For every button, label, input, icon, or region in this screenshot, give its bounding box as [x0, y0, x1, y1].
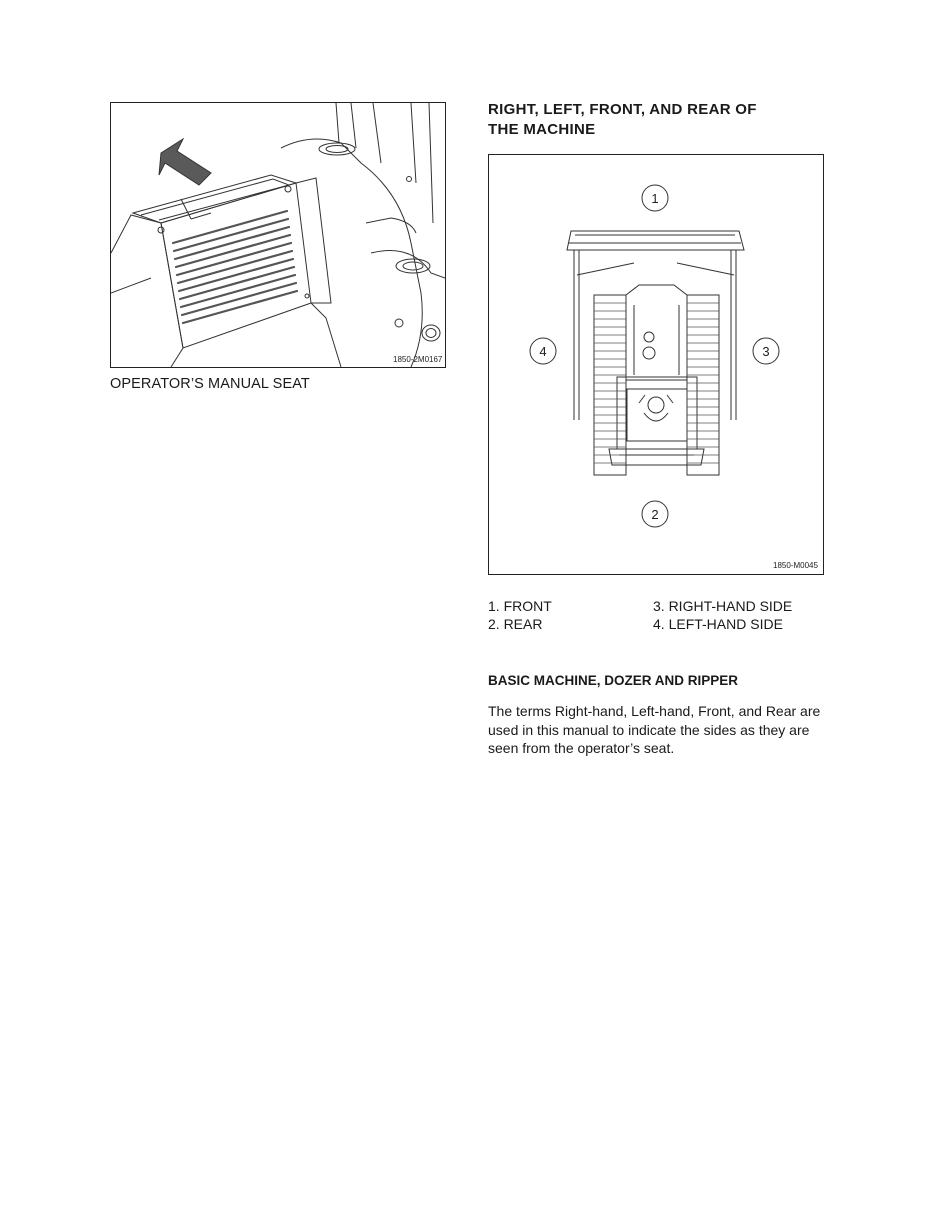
machine-top-view-illustration	[489, 155, 823, 574]
subheading: BASIC MACHINE, DOZER AND RIPPER	[488, 673, 739, 688]
body-line-2: used in this manual to indicate the sides as they are	[488, 721, 810, 738]
heading-line-1: RIGHT, LEFT, FRONT, AND REAR OF	[488, 101, 757, 118]
figure-id: 1850-M0045	[773, 561, 818, 570]
figure-id: 1850-2M0167	[393, 355, 443, 364]
pointer-arrow-icon	[159, 139, 211, 185]
legend-item-right-hand-side: 3. RIGHT-HAND SIDE	[653, 598, 793, 614]
machine-orientation-figure	[488, 154, 824, 575]
seat-compartment-illustration	[111, 103, 445, 367]
legend-item-front: 1. FRONT	[488, 598, 552, 614]
heading-line-2: THE MACHINE	[488, 121, 596, 138]
figure-caption: OPERATOR’S MANUAL SEAT	[110, 376, 310, 392]
seat-compartment-figure	[110, 102, 446, 368]
callout-right: 3	[762, 344, 770, 359]
legend-item-left-hand-side: 4. LEFT-HAND SIDE	[653, 616, 783, 632]
callout-rear: 2	[651, 507, 659, 522]
legend-item-rear: 2. REAR	[488, 616, 543, 632]
body-line-3: seen from the operator’s seat.	[488, 740, 675, 756]
body-line-1: The terms Right-hand, Left-hand, Front, and Rear are	[488, 703, 821, 719]
callout-front: 1	[651, 191, 659, 206]
body-paragraph	[488, 702, 828, 758]
callout-left: 4	[539, 344, 547, 359]
section-heading	[488, 100, 757, 140]
